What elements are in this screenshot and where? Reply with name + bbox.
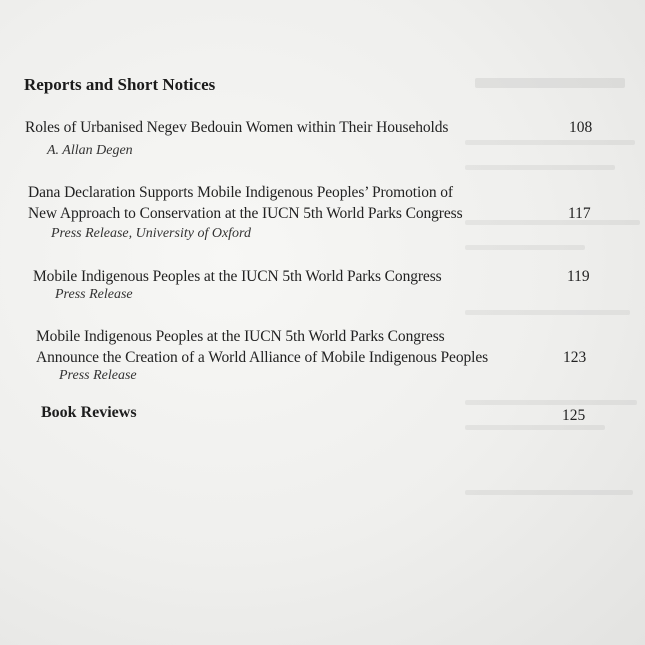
book-reviews-page-number: 125 <box>562 407 586 424</box>
entry-title: Dana Declaration Supports Mobile Indigenous Peoples’ Promotion of <box>28 184 453 201</box>
entry-page-number: 108 <box>569 119 593 136</box>
entry-title: Mobile Indigenous Peoples at the IUCN 5th World Parks Congress <box>33 268 442 285</box>
entry-author: Press Release <box>55 287 133 302</box>
entry-author: A. Allan Degen <box>47 143 133 158</box>
book-reviews-heading: Book Reviews <box>41 404 137 421</box>
section-title: Reports and Short Notices <box>24 75 216 94</box>
entry-title: Announce the Creation of a World Alliance of Mobile Indigenous Peoples <box>36 349 489 366</box>
entry-page-number: 123 <box>563 349 587 366</box>
entry-title: Roles of Urbanised Negev Bedouin Women within Their Households <box>25 119 449 136</box>
entry-author: Press Release <box>59 368 137 383</box>
entry-author: Press Release, University of Oxford <box>51 226 251 241</box>
entry-page-number: 117 <box>568 205 591 222</box>
entry-page-number: 119 <box>567 268 590 285</box>
entry-title: New Approach to Conservation at the IUCN 5th World Parks Congress <box>28 205 463 222</box>
show-through-text <box>455 70 645 570</box>
entry-title: Mobile Indigenous Peoples at the IUCN 5th World Parks Congress <box>36 328 445 345</box>
